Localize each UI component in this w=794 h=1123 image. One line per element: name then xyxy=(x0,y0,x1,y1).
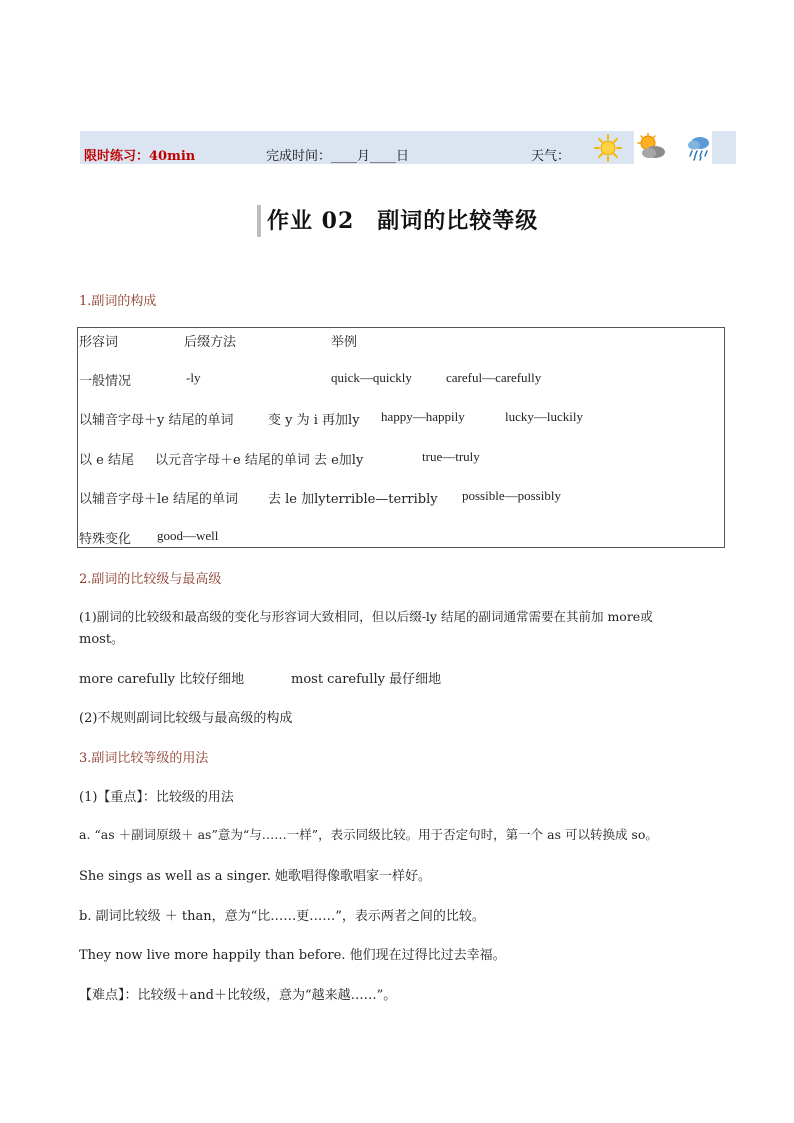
section2-heading: 2.副词的比较级与最高级 xyxy=(79,572,222,587)
table-cell: 以辅音字母＋y 结尾的单词 xyxy=(79,413,234,428)
section1-heading: 1.副词的构成 xyxy=(79,294,157,309)
table-cell: careful—carefully xyxy=(446,370,542,385)
table-cell: happy—happily xyxy=(381,409,465,424)
section3-item-a-example: She sings as well as a singer. 她歌唱得像歌唱家一样好。 xyxy=(79,869,431,884)
table-cell: -ly xyxy=(186,370,201,385)
table-cell: 一般情况 xyxy=(79,374,132,389)
finish-time-label: 完成时间：____月____日 xyxy=(266,149,410,164)
section2-paragraph-line1: (1)副词的比较级和最高级的变化与形容词大致相同，但以后缀-ly 结尾的副词通常需要在其前加 more或 xyxy=(79,609,653,624)
practice-time-label: 限时练习：40min xyxy=(84,149,196,164)
table-header-cell: 形容词 xyxy=(79,335,119,350)
weather-label: 天气： xyxy=(531,149,571,164)
section2-example-a: more carefully 比较仔细地 xyxy=(79,672,245,687)
adverb-formation-table xyxy=(77,327,725,548)
section3-item-b-example: They now live more happily than before. 他们现在过得比过去幸福。 xyxy=(79,948,506,963)
table-cell: 以元音字母＋e 结尾的单词 去 e加ly xyxy=(155,453,364,468)
table-cell: quick—quickly xyxy=(331,370,412,385)
section3-heading: 3.副词比较等级的用法 xyxy=(79,751,209,766)
table-cell: 以辅音字母＋le 结尾的单词 xyxy=(79,492,238,507)
section3-item-b: b. 副词比较级 ＋ than，意为“比……更……”，表示两者之间的比较。 xyxy=(79,909,485,924)
table-cell: good—well xyxy=(157,528,219,543)
partly-cloudy-icon xyxy=(635,133,667,161)
table-cell: possible—possibly xyxy=(462,488,561,503)
table-cell: lucky—luckily xyxy=(505,409,583,424)
section3-key-point: (1)【重点】：比较级的用法 xyxy=(79,790,234,805)
table-cell: true—truly xyxy=(422,449,480,464)
section2-example-b: most carefully 最仔细地 xyxy=(291,672,442,687)
rain-cloud-icon xyxy=(685,134,713,162)
table-cell: 变 y 为 i 再加ly xyxy=(268,413,360,428)
table-cell: 特殊变化 xyxy=(79,532,132,547)
table-cell: 去 le 加lyterrible—terribly xyxy=(268,492,438,507)
title-block xyxy=(257,205,538,237)
header-banner xyxy=(80,131,736,164)
section3-item-a: a. “as ＋副词原级＋ as”意为“与……一样”，表示同级比较。用于否定句时，第一个 as 可以转换成 so。 xyxy=(79,827,658,842)
section2-paragraph-2: (2)不规则副词比较级与最高级的构成 xyxy=(79,711,293,726)
page-title: 作业 02 副词的比较等级 xyxy=(267,208,539,234)
section2-paragraph-line2: most。 xyxy=(79,632,125,647)
section3-difficulty: 【难点】：比较级＋and＋比较级，意为“越来越……”。 xyxy=(79,988,397,1003)
sun-icon xyxy=(594,134,622,162)
table-header-cell: 举例 xyxy=(331,335,358,350)
table-cell: 以 e 结尾 xyxy=(79,453,134,468)
table-header-cell: 后缀方法 xyxy=(184,335,237,350)
